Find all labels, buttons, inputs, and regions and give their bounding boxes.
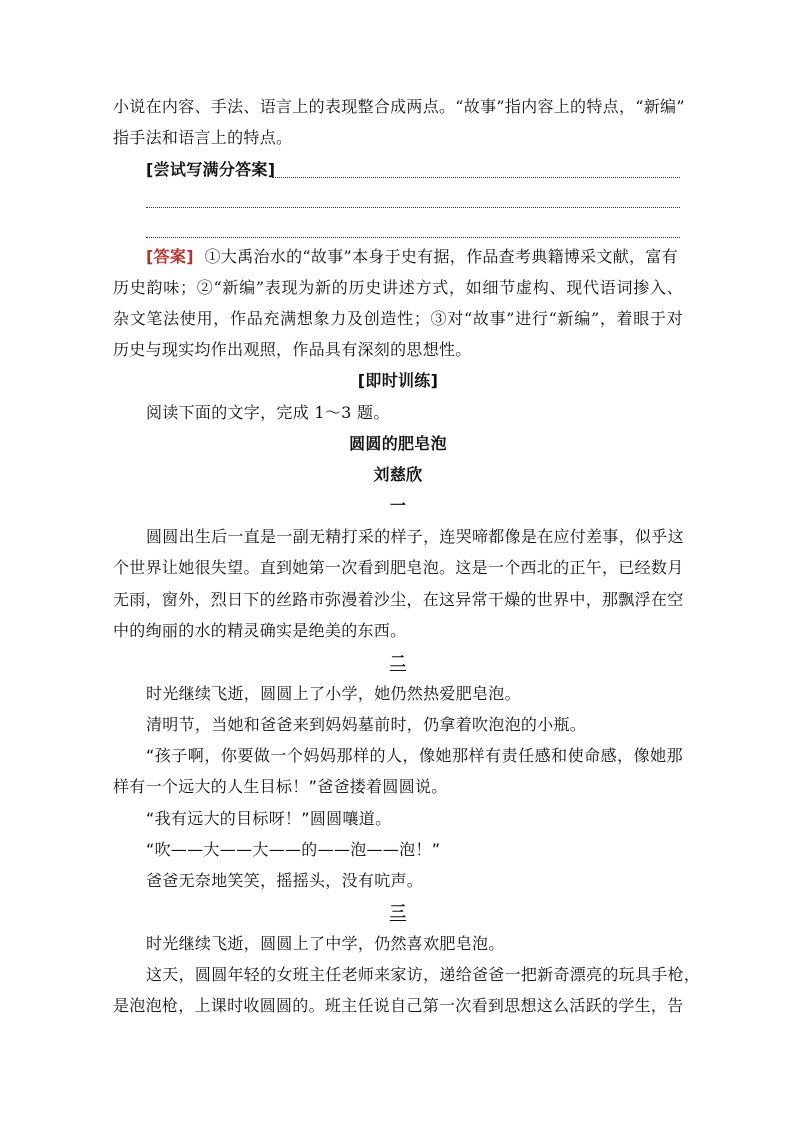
section-1-line-3: 无雨，窗外，烈日下的丝路市弥漫着沙尘，在这异常干燥的世界中，那飘浮在空 [113,590,684,609]
answer-blank-line-2[interactable] [146,207,680,208]
answer-line-1 [146,247,683,267]
story-title: 圆圆的肥皂泡 [349,434,447,453]
answer-blank-line-3[interactable] [146,237,680,238]
section-2-line-1: 时光继续飞逝，圆圆上了小学，她仍然热爱肥皂泡。 [146,684,521,703]
section-2-line-2: 清明节，当她和爸爸来到妈妈墓前时，仍拿着吹泡泡的小瓶。 [146,715,587,734]
section-1-number: 一 [389,496,407,515]
intro-line-2: 指手法和语言上的特点。 [113,128,293,147]
section-3-number [113,902,683,922]
answer-tag: [答案] [146,247,194,266]
answer-line-3: 杂文笔法使用，作品充满想象力及创造性；③对“故事”进行“新编”，着眼于对 [113,309,683,328]
section-1-line-2: 个世界让她很失望。直到她第一次看到肥皂泡。这是一个西北的正午，已经数月 [113,558,684,577]
answer-prompt-label: [尝试写满分答案] [146,160,276,179]
answer-line-2: 历史韵味；②“新编”表现为新的历史讲述方式，如细节虚构、现代语词掺入、 [113,278,683,297]
training-heading: [即时训练] [357,371,439,390]
answer-blank-line-1[interactable] [272,177,680,178]
section-2-line-7: 爸爸无奈地笑笑，摇摇头，没有吭声。 [146,871,424,890]
section-2-line-4: 样有一个远大的人生目标！”爸爸搂着圆圆说。 [113,777,448,796]
section-1-line-1: 圆圆出生后一直是一副无精打采的样子，连哭啼都像是在应付差事，似乎这 [146,527,684,546]
section-2-numeral: 二 [389,652,407,671]
section-2-line-3: “孩子啊，你要做一个妈妈那样的人，像她那样有责任感和使命感，像她那 [146,746,683,765]
section-1-line-4: 中的绚丽的水的精灵确实是绝美的东西。 [113,621,407,640]
intro-line-1: 小说在内容、手法、语言上的表现整合成两点。“故事”指内容上的特点，“新编” [113,97,685,116]
section-2-number [113,652,683,672]
section-3-line-3: 是泡泡枪，上课时收圆圆的。班主任说自己第一次看到思想这么活跃的学生，告 [113,996,684,1015]
training-instruction: 阅读下面的文字，完成 1～3 题。 [146,403,390,422]
section-3-line-2: 这天，圆圆年轻的女班主任老师来家访，递给爸爸一把新奇漂亮的玩具手枪， [146,965,701,984]
answer-text-1: ①大禹治水的“故事”本身于史有据，作品查考典籍博采文献，富有 [204,247,678,266]
story-author: 刘慈欣 [373,465,423,484]
section-2-line-5: “我有远大的目标呀！”圆圆嚷道。 [146,809,392,828]
section-3-line-1: 时光继续飞逝，圆圆上了中学，仍然喜欢肥皂泡。 [146,934,505,953]
section-2-line-6: “吹——大——大——的——泡——泡！” [146,840,441,859]
answer-line-4: 历史与现实均作出观照，作品具有深刻的思想性。 [113,340,472,359]
section-3-numeral: 三 [389,902,407,921]
